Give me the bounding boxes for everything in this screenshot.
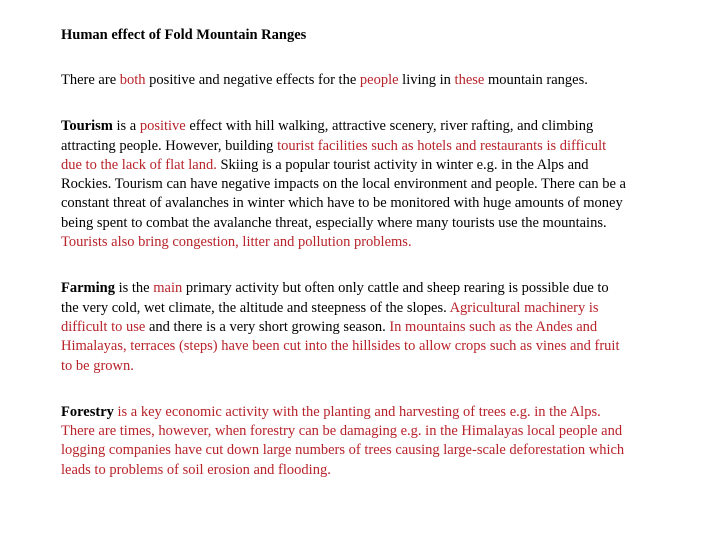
body-text: positive and negative effects for the [145,72,360,88]
highlighted-text: Himalayas, terraces (steps) have been cut into the hillsides to allow crops such as vines and fruit [61,338,620,355]
text-line [61,299,701,318]
body-text: Rockies. Tourism can have negative impacts on the local environment and people. There can be a [61,176,626,193]
highlighted-text: Agricultural machinery is [449,299,599,316]
body-text: attracting people. However, building [61,137,278,154]
paragraph-forestry [61,403,701,480]
paragraph-farming [61,279,701,375]
document-body [61,71,701,480]
paragraph-tourism [61,117,701,252]
body-text: the very cold, wet climate, the altitude and steepness of the slopes. [61,299,450,316]
highlighted-text: tourist facilities such as hotels and restaurants is difficult [277,137,607,154]
text-line [61,175,701,194]
text-line [61,71,701,90]
text-line [61,357,701,376]
text-line [61,337,701,356]
text-line [61,137,701,156]
highlighted-text: to be grown. [61,357,134,374]
body-text: primary activity but often only cattle and sheep rearing is possible due to [182,280,609,297]
text-line [61,194,701,213]
highlighted-text: people [359,72,399,88]
text-line [61,156,701,175]
text-line [61,441,701,460]
text-line [61,422,701,441]
body-text: mountain ranges. [484,72,588,88]
text-line [61,461,701,480]
text-line [61,403,701,422]
paragraph-intro [61,71,701,90]
body-text: constant threat of avalanches in winter which have to be monitored with huge amounts of money [61,195,623,212]
body-text: effect with hill walking, attractive scenery, river rafting, and climbing [185,118,594,135]
keyword-heading: Farming [61,280,115,297]
document-title: Human effect of Fold Mountain Ranges [61,27,307,43]
highlighted-text: these [454,72,485,88]
text-line [61,117,701,136]
keyword-heading: Forestry [61,403,114,420]
text-line [61,318,701,337]
highlighted-text: logging companies have cut down large numbers of trees causing large-scale deforestation which [61,442,625,459]
highlighted-text: difficult to use [61,318,146,335]
text-line [61,214,701,233]
text-line [61,233,701,252]
text-line [61,279,701,298]
highlighted-text: leads to problems of soil erosion and flooding. [61,461,331,478]
highlighted-text: due to the lack of flat land. [61,156,217,173]
body-text: being spent to combat the avalanche threat, especially where many tourists use the mountains. [61,214,607,231]
highlighted-text: main [153,280,183,297]
highlighted-text: positive [139,118,186,135]
highlighted-text: In mountains such as the Andes and [389,318,598,335]
body-text: and there is a very short growing season. [145,318,390,335]
highlighted-text: both [119,72,146,88]
body-text: is a [112,118,140,135]
highlighted-text: Tourists also bring congestion, litter and pollution problems. [61,234,412,251]
highlighted-text: There are times, however, when forestry can be damaging e.g. in the Himalayas local people and [61,423,623,440]
body-text: living in [398,72,455,88]
keyword-heading: Tourism [61,118,113,135]
document [61,26,701,507]
highlighted-text: is a key economic activity with the planting and harvesting of trees e.g. in the Alps. [113,403,601,420]
body-text: There are [61,72,120,88]
body-text: Skiing is a popular tourist activity in winter e.g. in the Alps and [216,156,589,173]
body-text: is the [114,280,154,297]
